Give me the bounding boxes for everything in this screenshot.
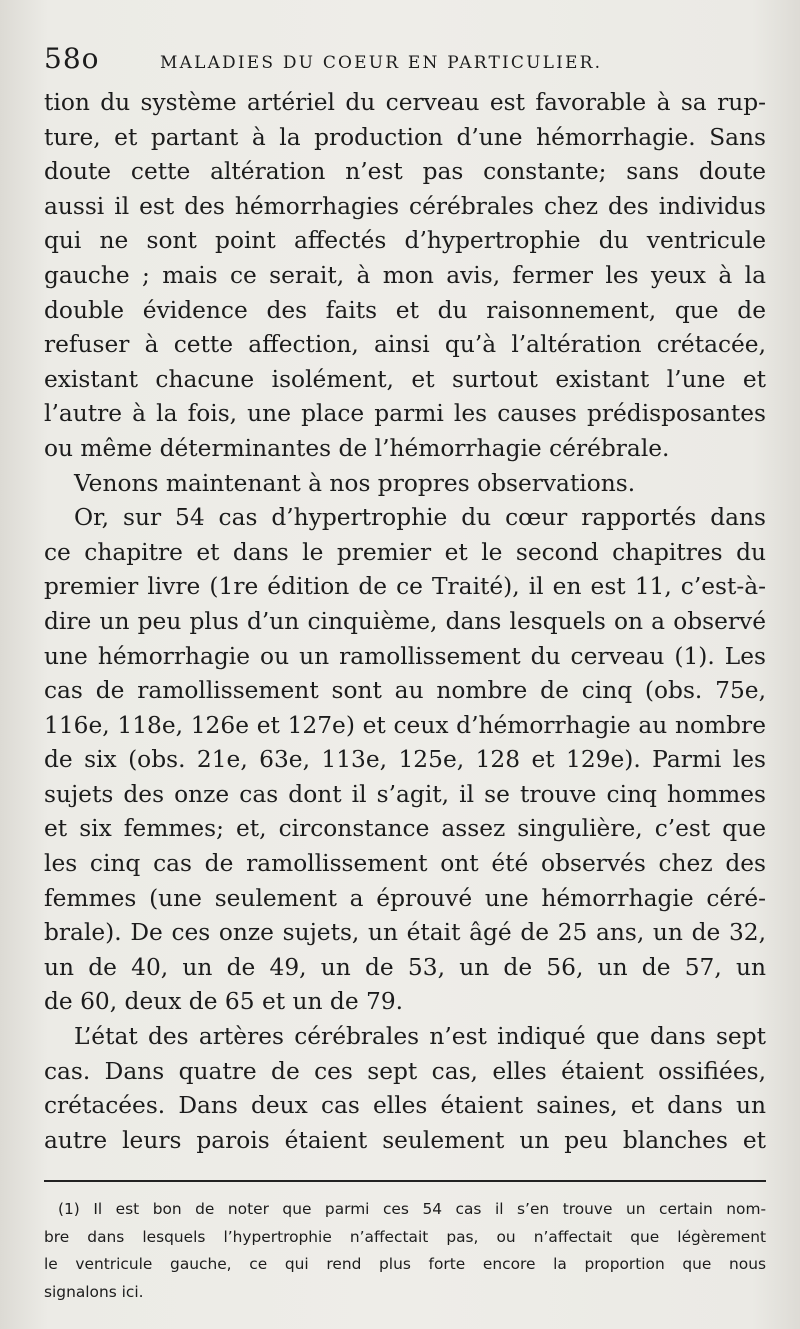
text-line: qui ne sont point affectés d’hypertrophie du ventricule — [44, 227, 766, 255]
text-line: autre leurs parois étaient seulement un peu blanches et — [44, 1126, 766, 1154]
text-line: cas de ramollissement sont au nombre de cinq (obs. 75e, — [44, 677, 766, 705]
text-line: refuser à cette affection, ainsi qu’à l’altération crétacée, — [44, 331, 766, 359]
text-line: doute cette altération n’est pas constante; sans doute — [44, 158, 766, 186]
text-line: cas. Dans quatre de ces sept cas, elles étaient ossifiées, — [44, 1057, 766, 1085]
text-line: l’autre à la fois, une place parmi les causes prédisposantes — [44, 400, 766, 428]
body-text — [44, 86, 766, 1158]
text-line: crétacées. Dans deux cas elles étaient saines, et dans un — [44, 1092, 766, 1120]
text-line: ce chapitre et dans le premier et le second chapitres du — [44, 538, 766, 566]
text-line: L’état des artères cérébrales n’est indiqué que dans sept — [74, 1023, 766, 1051]
page-number: 58o — [44, 42, 100, 75]
text-line: 116e, 118e, 126e et 127e) et ceux d’hémorrhagie au nombre — [44, 711, 766, 739]
running-title: MALADIES DU COEUR EN PARTICULIER. — [160, 53, 603, 73]
text-line: double évidence des faits et du raisonnement, que de — [44, 296, 766, 324]
text-line: premier livre (1re édition de ce Traité), il en est 11, c’est-à- — [44, 573, 766, 601]
text-line: les cinq cas de ramollissement ont été observés chez des — [44, 850, 766, 878]
text-line: et six femmes; et, circonstance assez singulière, c’est que — [44, 815, 766, 843]
footnote-line: signalons ici. — [44, 1282, 144, 1301]
text-line: femmes (une seulement a éprouvé une hémorrhagie céré- — [44, 884, 766, 912]
page-header — [44, 42, 766, 86]
text-line: sujets des onze cas dont il s’agit, il se trouve cinq hommes — [44, 780, 766, 808]
text-line: gauche ; mais ce serait, à mon avis, fermer les yeux à la — [44, 261, 766, 289]
footnote-line: le ventricule gauche, ce qui rend plus forte encore la proportion que nous — [44, 1255, 766, 1274]
footnote-line: (1) Il est bon de noter que parmi ces 54 cas il s’en trouve un certain nom- — [58, 1200, 766, 1219]
text-line: Venons maintenant à nos propres observations. — [74, 469, 636, 497]
text-line: une hémorrhagie ou un ramollissement du cerveau (1). Les — [44, 642, 766, 670]
text-line: de 60, deux de 65 et un de 79. — [44, 988, 404, 1016]
text-line: ou même déterminantes de l’hémorrhagie cérébrale. — [44, 434, 670, 462]
text-line: ture, et partant à la production d’une hémorrhagie. Sans — [44, 123, 766, 151]
text-line: Or, sur 54 cas d’hypertrophie du cœur rapportés dans — [74, 504, 766, 532]
text-line: dire un peu plus d’un cinquième, dans lesquels on a observé — [44, 607, 766, 635]
footnote — [44, 1196, 766, 1306]
text-line: un de 40, un de 49, un de 53, un de 56, un de 57, un — [44, 953, 766, 981]
text-line: existant chacune isolément, et surtout existant l’une et — [44, 365, 766, 393]
text-line: de six (obs. 21e, 63e, 113e, 125e, 128 et 129e). Parmi les — [44, 746, 766, 774]
text-line: brale). De ces onze sujets, un était âgé de 25 ans, un de 32, — [44, 919, 766, 947]
text-line: aussi il est des hémorrhagies cérébrales chez des individus — [44, 192, 766, 220]
footnote-line: bre dans lesquels l’hypertrophie n’affectait pas, ou n’affectait que légèrement — [44, 1227, 766, 1246]
text-line: tion du système artériel du cerveau est favorable à sa rup- — [44, 89, 766, 116]
footnote-rule — [44, 1180, 766, 1182]
